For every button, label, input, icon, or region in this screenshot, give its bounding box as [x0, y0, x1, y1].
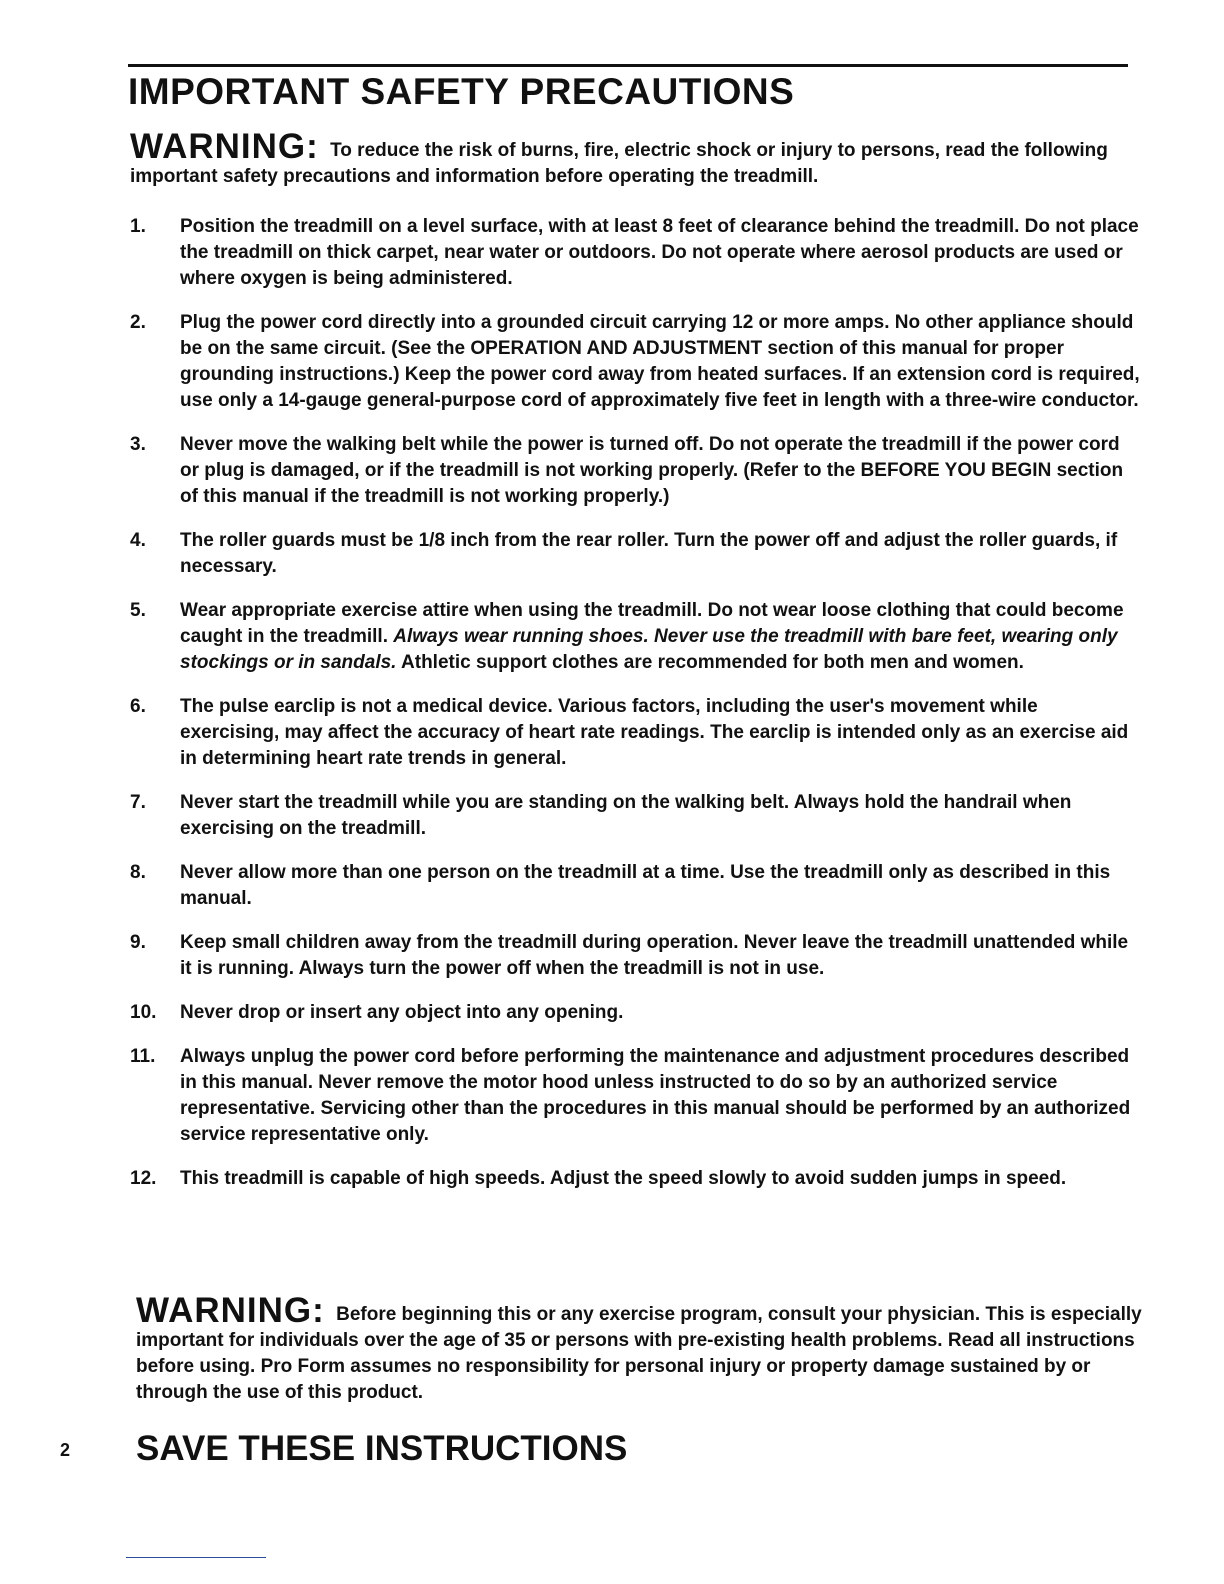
footer-title: SAVE THESE INSTRUCTIONS [136, 1429, 628, 1468]
item-number: 1. [130, 216, 146, 237]
warning-label: WARNING: [130, 127, 319, 166]
list-item [130, 694, 1140, 772]
item-text: This treadmill is capable of high speeds. Adjust the speed slowly to avoid sudden jumps in speed. [180, 1168, 1067, 1189]
item-text: Always unplug the power cord before performing the maintenance and adjustment procedures described in this manual. Never remove the motor hood unless instructed to do so by an authorized service representative. Servicing other than the procedures in this manual should be performed by an authorized service representative only. [180, 1046, 1131, 1145]
list-item [130, 310, 1140, 414]
item-number: 8. [130, 862, 146, 883]
item-number: 6. [130, 696, 146, 717]
list-item [130, 930, 1140, 982]
precautions-list [130, 214, 1140, 1210]
list-item [130, 1166, 1140, 1192]
warning-top [130, 127, 1130, 190]
warning-text: To reduce the risk of burns, fire, electric shock or injury to persons, read the following important safety precautions and information before operating the treadmill. [130, 140, 1108, 187]
item-text: Never drop or insert any object into any opening. [180, 1002, 624, 1023]
warning-text: Before beginning this or any exercise program, consult your physician. This is especially important for individuals over the age of 35 or persons with pre-existing health problems. Read all instructions before using. Pro Form assumes no responsibility for personal injury or property damage sustained by or through the use of this product. [136, 1304, 1142, 1403]
item-text-italic: Always wear running shoes. Never use the treadmill with bare feet, wearing only stockings or in sandals. [180, 626, 1118, 673]
warning-label: WARNING: [136, 1291, 325, 1330]
item-number: 11. [130, 1046, 156, 1067]
item-text: Position the treadmill on a level surface, with at least 8 feet of clearance behind the treadmill. Do not place the treadmill on thick carpet, near water or outdoors. Do not operate where aerosol products are used or where oxygen is being administered. [180, 216, 1139, 289]
list-item [130, 528, 1140, 580]
page-number: 2 [60, 1440, 71, 1460]
list-item [130, 1000, 1140, 1026]
item-number: 5. [130, 600, 146, 621]
item-text: Never start the treadmill while you are standing on the walking belt. Always hold the handrail when exercising on the treadmill. [180, 792, 1072, 839]
item-text: Plug the power cord directly into a grounded circuit carrying 12 or more amps. No other appliance should be on the same circuit. (See the OPERATION AND ADJUSTMENT section of this manual for proper grounding instructions.) Keep the power cord away from heated surfaces. If an extension cord is required, use only a 14-gauge general-purpose cord of approximately five feet in length with a three-wire conductor. [180, 312, 1140, 411]
item-text-before: Wear appropriate exercise attire when using the treadmill. Do not wear loose clothing that could become caught in the treadmill. [180, 600, 1124, 647]
item-number: 3. [130, 434, 146, 455]
item-number: 2. [130, 312, 146, 333]
item-text-after: Athletic support clothes are recommended for both men and women. [401, 652, 1024, 673]
list-item [130, 214, 1140, 292]
item-number: 4. [130, 530, 146, 551]
page-title: IMPORTANT SAFETY PRECAUTIONS [128, 71, 795, 112]
item-text: The pulse earclip is not a medical device. Various factors, including the user's movement while exercising, may affect the accuracy of heart rate readings. The earclip is intended only as an exercise aid in determining heart rate trends in general. [180, 696, 1129, 769]
list-item [130, 1044, 1140, 1148]
list-item [130, 432, 1140, 510]
item-number: 9. [130, 932, 146, 953]
item-number: 12. [130, 1168, 157, 1189]
item-text: The roller guards must be 1/8 inch from the rear roller. Turn the power off and adjust the roller guards, if necessary. [180, 530, 1118, 577]
list-item [130, 860, 1140, 912]
list-item [130, 790, 1140, 842]
item-text: Never allow more than one person on the treadmill at a time. Use the treadmill only as described in this manual. [180, 862, 1111, 909]
item-text: Never move the walking belt while the power is turned off. Do not operate the treadmill if the power cord or plug is damaged, or if the treadmill is not working properly. (Refer to the BEFORE YOU BEGIN section of this manual if the treadmill is not working properly.) [180, 434, 1124, 507]
bottom-rule [126, 1557, 266, 1558]
warning-bottom [136, 1291, 1146, 1406]
item-number: 10. [130, 1002, 157, 1023]
item-number: 7. [130, 792, 146, 813]
header-rule [128, 64, 1128, 67]
list-item [130, 598, 1140, 676]
item-text: Keep small children away from the treadmill during operation. Never leave the treadmill unattended while it is running. Always turn the power off when the treadmill is not in use. [180, 932, 1129, 979]
